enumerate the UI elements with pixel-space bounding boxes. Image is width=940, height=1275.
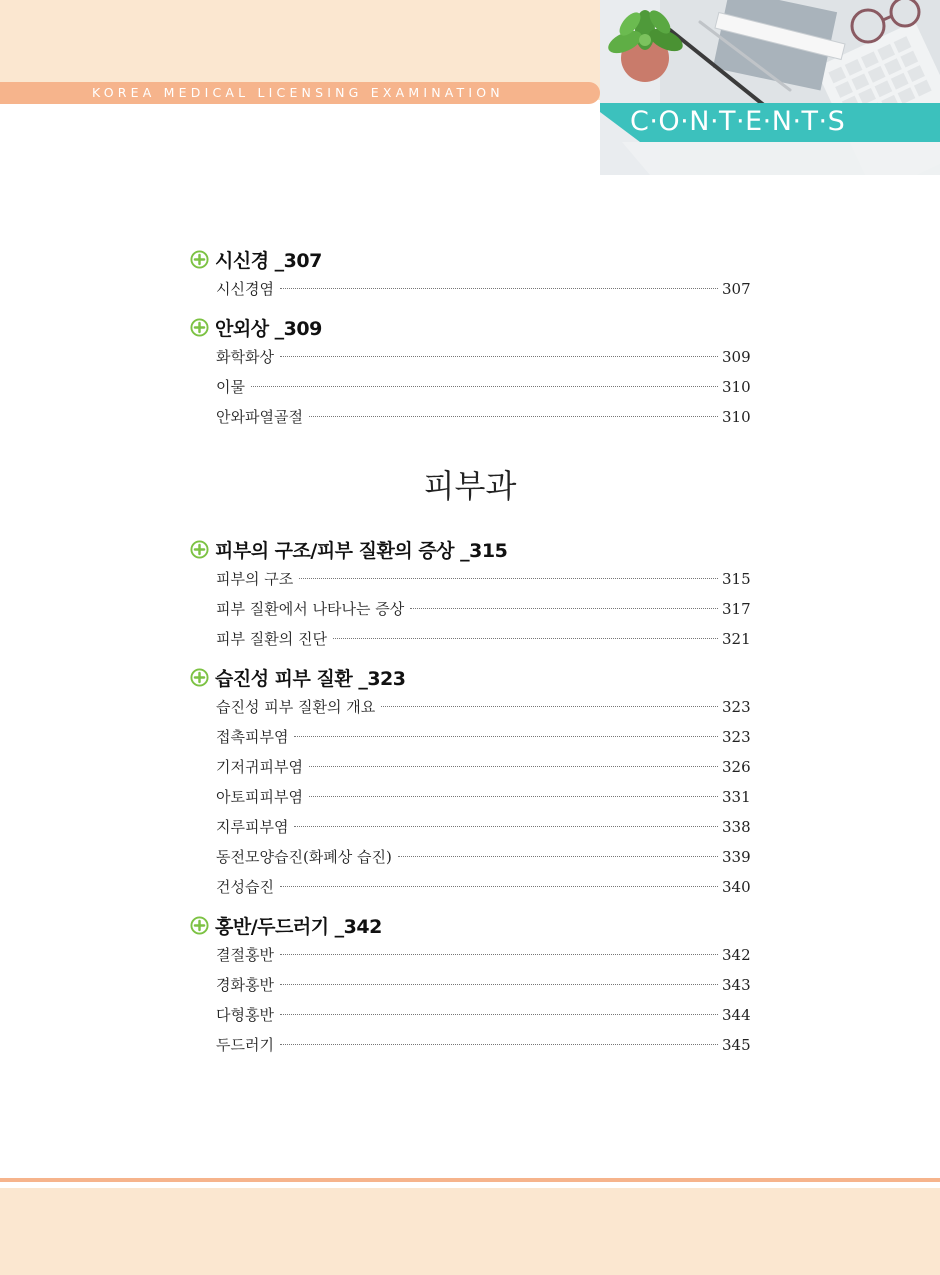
toc-entry[interactable] <box>190 692 750 722</box>
dot-leader <box>280 356 718 357</box>
toc-entry[interactable] <box>190 940 750 970</box>
footer-rule <box>0 1178 940 1182</box>
table-of-contents <box>190 244 750 1060</box>
dot-leader <box>280 288 718 289</box>
toc-entry[interactable] <box>190 842 750 872</box>
dot-leader <box>251 386 718 387</box>
toc-entry-page: 342 <box>722 946 751 964</box>
section-heading <box>190 312 750 342</box>
toc-entry-label: 습진성 피부 질환의 개요 <box>216 698 376 716</box>
toc-entry-page: 310 <box>722 378 751 396</box>
footer-band <box>0 1188 940 1275</box>
toc-entry-page: 323 <box>722 698 751 716</box>
dot-leader <box>309 766 718 767</box>
dot-leader <box>333 638 718 639</box>
toc-entry-label: 건성습진 <box>216 878 274 896</box>
toc-entry-label: 시신경염 <box>216 280 274 298</box>
dot-leader <box>294 826 718 827</box>
section-title: 시신경 _307 <box>215 249 322 272</box>
toc-entry[interactable] <box>190 722 750 752</box>
section-heading <box>190 244 750 274</box>
toc-entry-page: 331 <box>722 788 751 806</box>
section-title: 홍반/두드러기 _342 <box>215 915 382 938</box>
toc-entry-label: 경화홍반 <box>216 976 274 994</box>
toc-entry-label: 접촉피부염 <box>216 728 289 746</box>
toc-entry-page: 315 <box>722 570 751 588</box>
part-title: 피부과 <box>423 467 517 505</box>
toc-entry-label: 이물 <box>216 378 245 396</box>
plus-circle-icon <box>190 318 209 337</box>
section-heading <box>190 662 750 692</box>
section-heading <box>190 534 750 564</box>
toc-entry[interactable] <box>190 1030 750 1060</box>
toc-entry-page: 323 <box>722 728 751 746</box>
dot-leader <box>280 1014 718 1015</box>
plus-circle-icon <box>190 540 209 559</box>
dot-leader <box>381 706 718 707</box>
toc-entry-label: 화학화상 <box>216 348 274 366</box>
toc-entry-page: 326 <box>722 758 751 776</box>
plus-circle-icon <box>190 668 209 687</box>
toc-entry[interactable] <box>190 402 750 432</box>
toc-entry[interactable] <box>190 1000 750 1030</box>
toc-entry-page: 339 <box>722 848 751 866</box>
exam-label: KOREA MEDICAL LICENSING EXAMINATION <box>92 85 504 100</box>
toc-entry[interactable] <box>190 274 750 304</box>
toc-entry-label: 안와파열골절 <box>216 408 303 426</box>
toc-entry-label: 피부 질환의 진단 <box>216 630 327 648</box>
toc-entry[interactable] <box>190 624 750 654</box>
desk-photo-illustration <box>600 0 940 175</box>
toc-entry-page: 338 <box>722 818 751 836</box>
section-heading <box>190 910 750 940</box>
dot-leader <box>299 578 718 579</box>
toc-entry-label: 기저귀피부염 <box>216 758 303 776</box>
dot-leader <box>280 886 718 887</box>
toc-entry[interactable] <box>190 594 750 624</box>
dot-leader <box>410 608 718 609</box>
contents-heading: C·O·N·T·E·N·T·S <box>630 106 846 137</box>
toc-entry-page: 340 <box>722 878 751 896</box>
section-title: 습진성 피부 질환 _323 <box>215 667 406 690</box>
toc-entry-page: 317 <box>722 600 751 618</box>
toc-entry-page: 309 <box>722 348 751 366</box>
section-title: 피부의 구조/피부 질환의 증상 _315 <box>215 539 508 562</box>
toc-entry[interactable] <box>190 872 750 902</box>
toc-entry[interactable] <box>190 782 750 812</box>
toc-entry-label: 다형홍반 <box>216 1006 274 1024</box>
dot-leader <box>309 416 718 417</box>
toc-entry-page: 344 <box>722 1006 751 1024</box>
toc-entry[interactable] <box>190 372 750 402</box>
toc-group-dermatology <box>190 534 750 1060</box>
toc-entry-label: 피부 질환에서 나타나는 증상 <box>216 600 405 618</box>
toc-entry-page: 310 <box>722 408 751 426</box>
dot-leader <box>398 856 718 857</box>
plus-circle-icon <box>190 250 209 269</box>
toc-entry-page: 343 <box>722 976 751 994</box>
dot-leader <box>280 954 718 955</box>
toc-entry[interactable] <box>190 812 750 842</box>
toc-entry-label: 지루피부염 <box>216 818 289 836</box>
toc-entry-label: 두드러기 <box>216 1036 274 1054</box>
toc-entry[interactable] <box>190 970 750 1000</box>
dot-leader <box>280 984 718 985</box>
toc-entry-page: 307 <box>722 280 751 298</box>
toc-entry-page: 321 <box>722 630 751 648</box>
dot-leader <box>280 1044 718 1045</box>
toc-entry[interactable] <box>190 752 750 782</box>
toc-entry[interactable] <box>190 342 750 372</box>
dot-leader <box>309 796 718 797</box>
toc-entry-label: 동전모양습진(화폐상 습진) <box>216 848 392 866</box>
toc-entry-label: 결절홍반 <box>216 946 274 964</box>
dot-leader <box>294 736 718 737</box>
section-title: 안외상 _309 <box>215 317 322 340</box>
toc-entry-page: 345 <box>722 1036 751 1054</box>
toc-group-ophthalmology <box>190 244 750 432</box>
plus-circle-icon <box>190 916 209 935</box>
toc-entry[interactable] <box>190 564 750 594</box>
toc-entry-label: 아토피피부염 <box>216 788 303 806</box>
toc-entry-label: 피부의 구조 <box>216 570 294 588</box>
